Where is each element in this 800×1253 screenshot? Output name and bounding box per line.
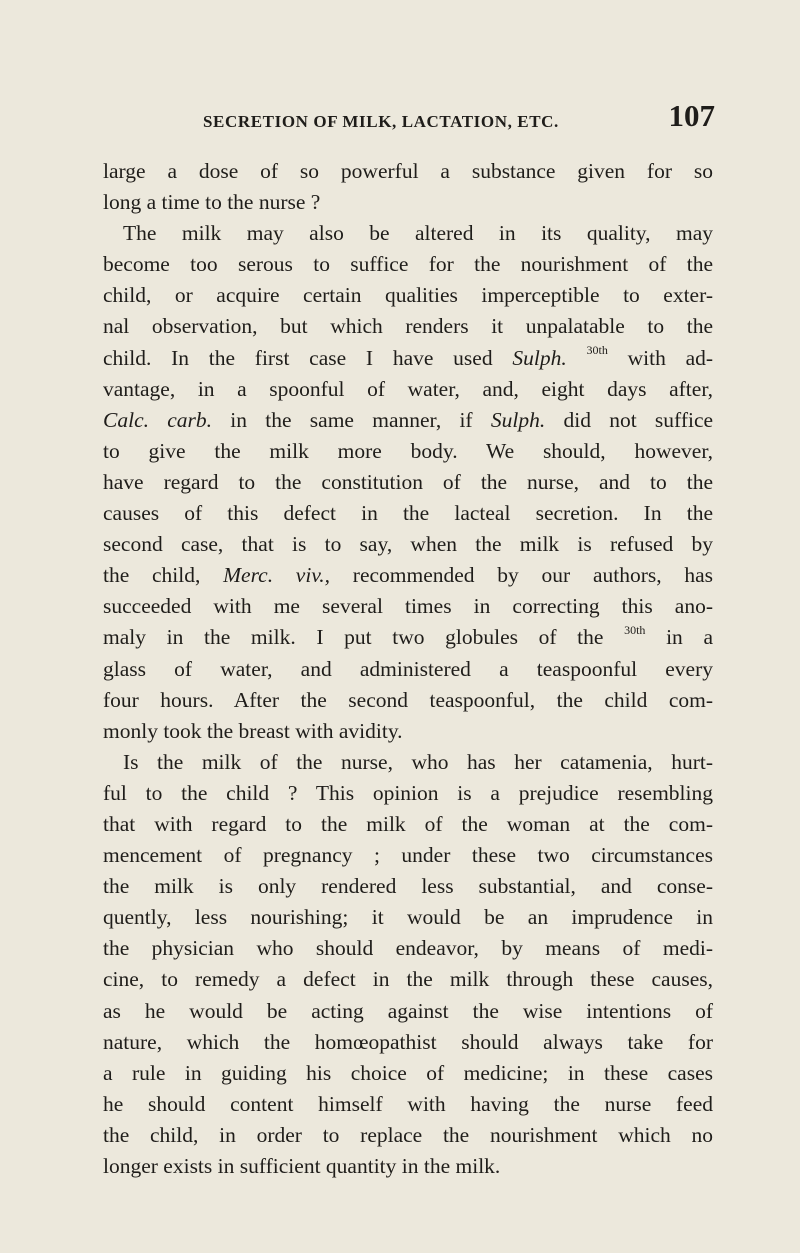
text-line: the milk is only rendered less substantial, and conse-	[103, 874, 713, 899]
remedy-name: Calc. carb.	[103, 407, 213, 432]
potency-superscript: 30th	[624, 623, 646, 638]
text-segment: in the same manner, if	[230, 407, 473, 432]
text-line: causes of this defect in the lacteal secretion. In the	[103, 501, 713, 526]
text-line	[103, 405, 713, 436]
text-segment: child. In the first case I have used	[103, 345, 493, 370]
text-line: nature, which the homœopathist should always take for	[103, 1029, 713, 1054]
remedy-name: Sulph.	[512, 345, 567, 370]
text-line: to give the milk more body. We should, however,	[103, 438, 713, 463]
text-line: the physician who should endeavor, by means of medi-	[103, 936, 713, 961]
text-line: nal observation, but which renders it unpalatable to the	[103, 314, 713, 339]
text-segment: recommended by our authors, has	[352, 563, 714, 588]
text-line: as he would be acting against the wise intentions of	[103, 998, 713, 1023]
text-segment: in a	[666, 625, 713, 650]
text-segment: did not suffice	[563, 407, 714, 432]
text-line: large a dose of so powerful a substance given for so	[103, 159, 713, 183]
text-line: child, or acquire certain qualities imperceptible to exter-	[103, 283, 713, 308]
text-line: the child, in order to replace the nourishment which no	[103, 1122, 713, 1147]
running-head-title: SECRETION OF MILK, LACTATION, ETC.	[203, 112, 559, 131]
text-line: he should content himself with having the nurse feed	[103, 1091, 713, 1116]
text-line: a rule in guiding his choice of medicine; in these cases	[103, 1060, 713, 1085]
text-line: long a time to the nurse ?	[103, 190, 321, 215]
text-line: glass of water, and administered a teaspoonful every	[103, 656, 713, 681]
text-line: become too serous to suffice for the nourishment of the	[103, 252, 713, 277]
running-head	[103, 98, 713, 138]
potency-superscript: 30th	[586, 343, 608, 358]
text-line: second case, that is to say, when the milk is refused by	[103, 532, 713, 557]
text-line: that with regard to the milk of the woman at the com-	[103, 811, 713, 836]
text-segment: with ad-	[627, 345, 714, 370]
text-line: mencement of pregnancy ; under these two circumstances	[103, 843, 713, 868]
text-line: longer exists in sufficient quantity in the milk.	[103, 1154, 501, 1178]
text-line	[103, 622, 713, 653]
text-line: succeeded with me several times in correcting this ano-	[103, 594, 713, 619]
text-line: four hours. After the second teaspoonful, the child com-	[103, 687, 713, 712]
text-line	[103, 343, 713, 374]
text-line: ful to the child ? This opinion is a prejudice resembling	[103, 780, 713, 805]
text-line: Is the milk of the nurse, who has her catamenia, hurt-	[123, 749, 713, 774]
text-segment: maly in the milk. I put two globules of the	[103, 625, 604, 650]
remedy-name: Merc. viv.,	[223, 563, 331, 588]
body-text	[103, 156, 713, 1182]
page-number: 107	[668, 98, 715, 133]
text-line: monly took the breast with avidity.	[103, 718, 403, 743]
remedy-name: Sulph.	[490, 407, 546, 432]
text-line: The milk may also be altered in its quality, may	[123, 221, 713, 246]
text-line: vantage, in a spoonful of water, and, eight days after,	[103, 376, 713, 401]
text-segment: the child,	[103, 563, 201, 588]
text-line: quently, less nourishing; it would be an imprudence in	[103, 905, 713, 930]
text-line	[103, 560, 713, 591]
text-line: have regard to the constitution of the nurse, and to the	[103, 469, 713, 494]
text-line: cine, to remedy a defect in the milk through these causes,	[103, 967, 713, 992]
